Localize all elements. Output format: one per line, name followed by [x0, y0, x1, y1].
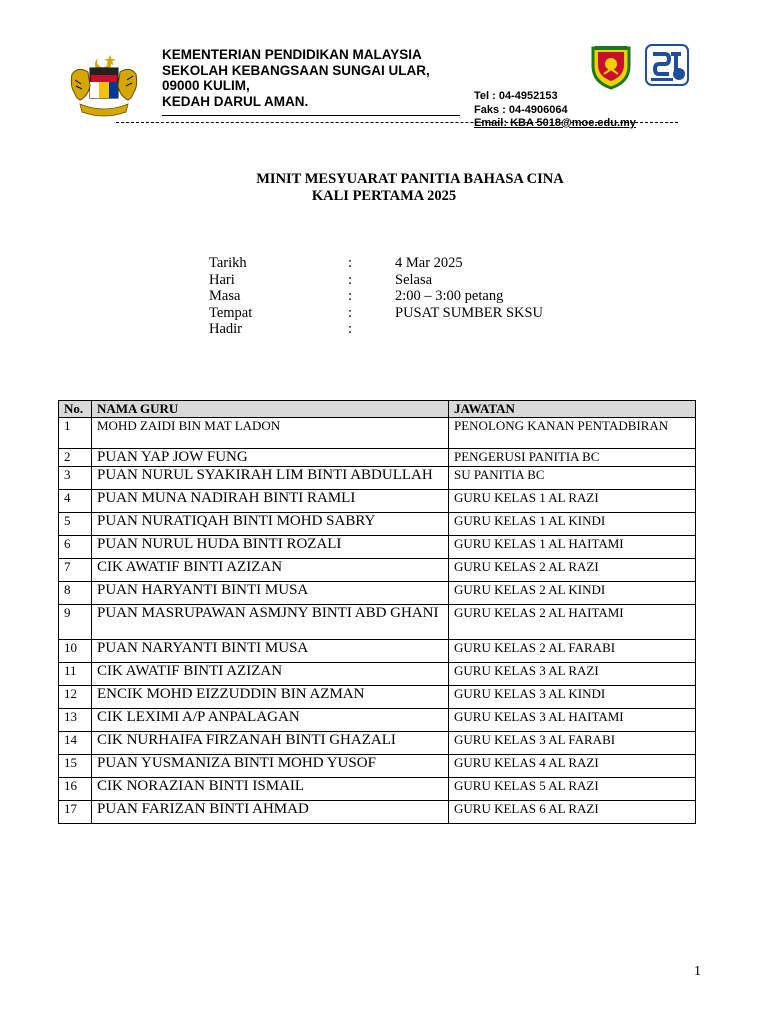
info-colon: :: [348, 304, 353, 321]
row-jawatan: GURU KELAS 5 AL RAZI: [449, 777, 696, 800]
row-jawatan: GURU KELAS 1 AL RAZI: [449, 489, 696, 512]
row-jawatan: GURU KELAS 1 AL KINDI: [449, 512, 696, 535]
attendance-table: [58, 400, 696, 824]
row-nama: PUAN NURUL SYAKIRAH LIM BINTI ABDULLAH: [92, 466, 449, 489]
table-row: [59, 535, 696, 558]
table-row: [59, 489, 696, 512]
table-row: [59, 708, 696, 731]
table-row: [59, 800, 696, 823]
row-no: 7: [59, 558, 92, 581]
table-row: [59, 754, 696, 777]
info-label: Hari: [209, 271, 235, 288]
page-number: 1: [694, 964, 701, 979]
info-label: Tarikh: [209, 255, 247, 271]
row-nama: MOHD ZAIDI BIN MAT LADON: [92, 418, 449, 449]
info-label: Masa: [209, 288, 241, 305]
table-row: [59, 604, 696, 639]
info-label: Tempat: [209, 304, 253, 321]
table-row: [59, 777, 696, 800]
row-jawatan: GURU KELAS 3 AL FARABI: [449, 731, 696, 754]
row-no: 3: [59, 466, 92, 489]
row-nama: PUAN YAP JOW FUNG: [92, 449, 449, 467]
row-jawatan: PENOLONG KANAN PENTADBIRAN: [449, 418, 696, 449]
table-row: [59, 558, 696, 581]
info-value: 2:00 – 3:00 petang: [395, 288, 504, 305]
row-nama: ENCIK MOHD EIZZUDDIN BIN AZMAN: [92, 685, 449, 708]
info-value: PUSAT SUMBER SKSU: [395, 304, 544, 321]
row-no: 6: [59, 535, 92, 558]
meeting-info: [209, 255, 543, 338]
info-colon: :: [348, 321, 353, 338]
row-jawatan: GURU KELAS 2 AL KINDI: [449, 581, 696, 604]
info-colon: :: [348, 271, 353, 288]
row-jawatan: GURU KELAS 6 AL RAZI: [449, 800, 696, 823]
info-row-masa: [209, 288, 543, 305]
info-row-hari: [209, 272, 543, 289]
row-no: 12: [59, 685, 92, 708]
table-row: [59, 581, 696, 604]
row-no: 8: [59, 581, 92, 604]
school-name: SEKOLAH KEBANGSAAN SUNGAI ULAR,: [162, 62, 430, 78]
row-jawatan: GURU KELAS 3 AL RAZI: [449, 662, 696, 685]
document-subtitle: KALI PERTAMA 2025: [311, 188, 457, 204]
info-row-hadir: [209, 321, 543, 338]
table-row: [59, 512, 696, 535]
row-nama: PUAN MASRUPAWAN ASMJNY BINTI ABD GHANI: [92, 604, 449, 639]
info-colon: :: [348, 288, 353, 305]
table-row: [59, 449, 696, 467]
header-nama: NAMA GURU: [92, 401, 449, 418]
table-row: [59, 731, 696, 754]
row-nama: CIK NORAZIAN BINTI ISMAIL: [92, 777, 449, 800]
row-nama: CIK NURHAIFA FIRZANAH BINTI GHAZALI: [92, 731, 449, 754]
telephone: Tel : 04-4952153: [474, 90, 558, 102]
ministry-name: KEMENTERIAN PENDIDIKAN MALAYSIA: [162, 47, 422, 62]
row-no: 13: [59, 708, 92, 731]
row-nama: PUAN NURUL HUDA BINTI ROZALI: [92, 535, 449, 558]
row-jawatan: GURU KELAS 4 AL RAZI: [449, 754, 696, 777]
row-no: 5: [59, 512, 92, 535]
row-no: 4: [59, 489, 92, 512]
row-nama: CIK LEXIMI A/P ANPALAGAN: [92, 708, 449, 731]
row-no: 14: [59, 731, 92, 754]
row-no: 16: [59, 777, 92, 800]
row-no: 9: [59, 604, 92, 639]
fax: Faks : 04-4906064: [474, 103, 568, 116]
document-title: MINIT MESYUARAT PANITIA BAHASA CINA: [256, 171, 564, 187]
row-nama: CIK AWATIF BINTI AZIZAN: [92, 558, 449, 581]
row-jawatan: GURU KELAS 3 AL HAITAMI: [449, 708, 696, 731]
info-value: Selasa: [395, 271, 433, 288]
table-row: [59, 418, 696, 449]
row-no: 11: [59, 662, 92, 685]
table-header-row: [59, 401, 696, 418]
header-jawatan: JAWATAN: [449, 401, 696, 418]
info-value: 4 Mar 2025: [395, 255, 463, 271]
header-underline: [162, 115, 460, 116]
contact-block: [474, 90, 636, 131]
row-nama: CIK AWATIF BINTI AZIZAN: [92, 662, 449, 685]
malaysia-coat-of-arms-icon: [66, 52, 142, 118]
row-nama: PUAN FARIZAN BINTI AHMAD: [92, 800, 449, 823]
state-name: KEDAH DARUL AMAN.: [162, 93, 309, 109]
row-no: 17: [59, 800, 92, 823]
row-no: 1: [59, 418, 92, 449]
row-nama: PUAN NARYANTI BINTI MUSA: [92, 639, 449, 662]
email: Email: KBA 5018@moe.edu.my: [474, 117, 636, 129]
row-jawatan: GURU KELAS 1 AL HAITAMI: [449, 535, 696, 558]
row-jawatan: GURU KELAS 3 AL KINDI: [449, 685, 696, 708]
row-nama: PUAN YUSMANIZA BINTI MOHD YUSOF: [92, 754, 449, 777]
info-colon: :: [348, 255, 353, 271]
postcode-town: 09000 KULIM,: [162, 78, 250, 94]
table-row: [59, 639, 696, 662]
row-nama: PUAN HARYANTI BINTI MUSA: [92, 581, 449, 604]
row-no: 2: [59, 449, 92, 467]
info-label: Hadir: [209, 321, 243, 338]
header-dashed-divider: [116, 122, 678, 123]
info-row-tempat: [209, 305, 543, 322]
row-jawatan: SU PANITIA BC: [449, 466, 696, 489]
table-row: [59, 466, 696, 489]
row-jawatan: PENGERUSI PANITIA BC: [449, 449, 696, 467]
row-jawatan: GURU KELAS 2 AL HAITAMI: [449, 604, 696, 639]
table-row: [59, 662, 696, 685]
organization-address: [162, 47, 430, 109]
row-jawatan: GURU KELAS 2 AL RAZI: [449, 558, 696, 581]
header-no: No.: [59, 401, 92, 418]
sekolah-logo-icon: [645, 44, 689, 86]
info-row-tarikh: [209, 255, 543, 272]
row-nama: PUAN NURATIQAH BINTI MOHD SABRY: [92, 512, 449, 535]
table-row: [59, 685, 696, 708]
school-shield-logo-icon: [590, 44, 632, 90]
row-no: 10: [59, 639, 92, 662]
row-no: 15: [59, 754, 92, 777]
row-jawatan: GURU KELAS 2 AL FARABI: [449, 639, 696, 662]
row-nama: PUAN MUNA NADIRAH BINTI RAMLI: [92, 489, 449, 512]
